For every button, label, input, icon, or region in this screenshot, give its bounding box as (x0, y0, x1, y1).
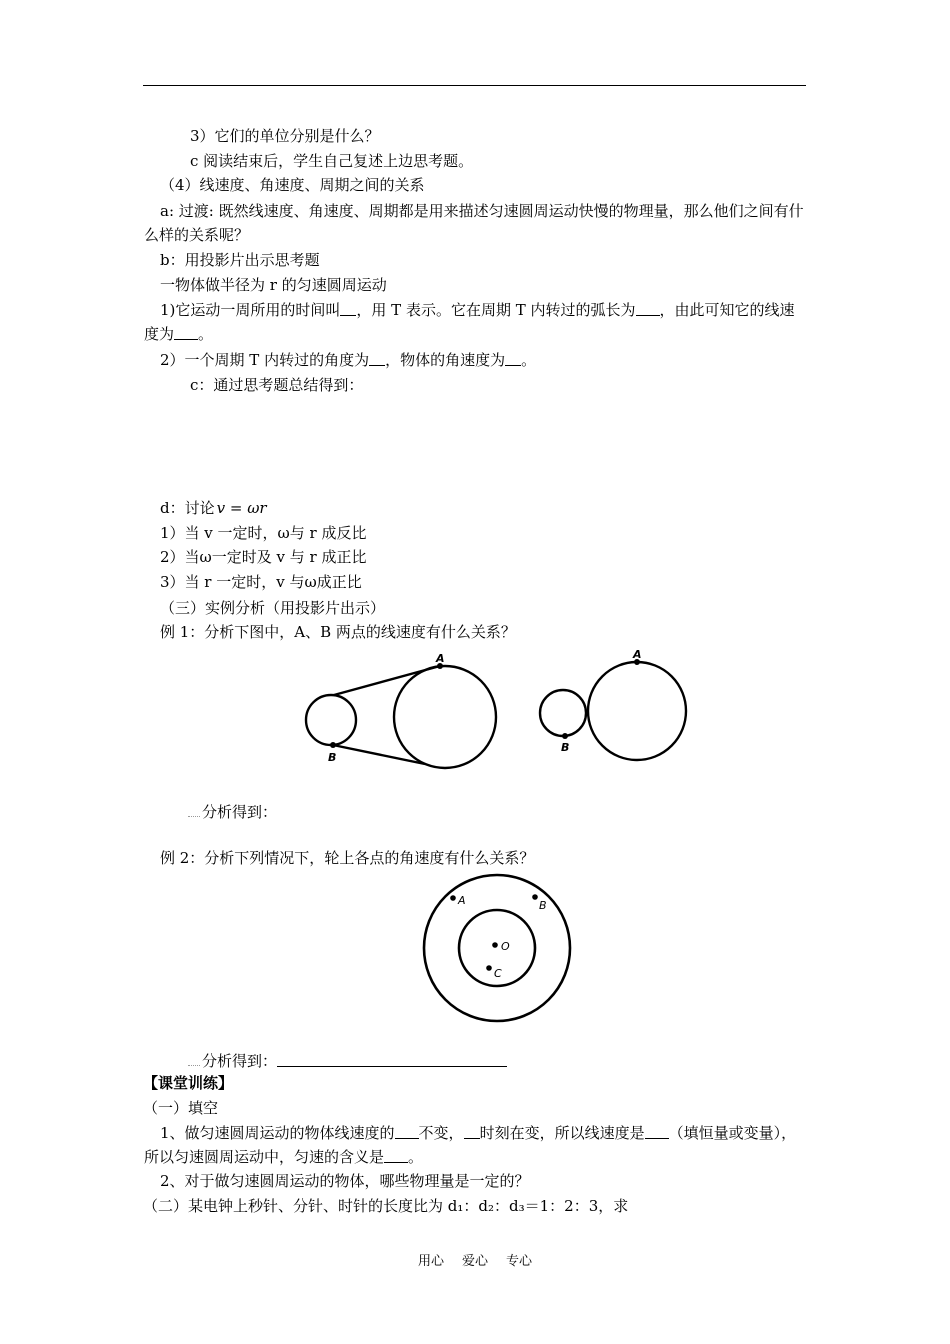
dash-mark (188, 806, 200, 817)
point-b-dot (330, 742, 336, 748)
text-seg: 。 (521, 351, 537, 369)
page-footer (0, 1250, 950, 1269)
label-a: A (633, 648, 642, 661)
paragraph: a: 过渡: 既然线速度、角速度、周期都是用来描述匀速圆周运动快慢的物理量，那么他们之间有什么样的关系呢？ (144, 202, 804, 244)
label-o: O (501, 940, 510, 953)
footer-item: 爱心 (461, 1254, 488, 1269)
label-b: B (561, 741, 570, 754)
training-question-2: 2、对于做匀速圆周运动的物体，哪些物理量是一定的？ (160, 1172, 530, 1190)
section-heading: （三）实例分析（用投影片出示） (160, 599, 386, 617)
text-seg: ，由此可知它的线速度为 (144, 301, 795, 343)
text-line: b：用投影片出示思考题 (160, 251, 320, 269)
text-seg: 2）一个周期 T 内转过的角度为 (160, 351, 370, 369)
header-rule (143, 85, 806, 86)
answer-blank (277, 1052, 507, 1067)
analysis-1 (188, 801, 277, 823)
training-question-3: （二）某电钟上秒针、分针、时针的长度比为 d₁：d₂：d₃＝1：2：3，求 (143, 1197, 629, 1215)
figure-belt-pulleys (302, 648, 692, 773)
text-seg: 不变， (418, 1124, 464, 1142)
text-seg: ，用 T 表示。它在周期 T 内转过的弧长为 (356, 301, 636, 319)
label-a: A (458, 894, 466, 907)
label-b: B (328, 751, 337, 764)
question-1 (144, 298, 806, 346)
blank (395, 1124, 419, 1139)
text-seg: 。 (408, 1148, 424, 1166)
text-seg: ，物体的角速度为 (385, 351, 506, 369)
footer-item: 用心 (417, 1254, 444, 1269)
text-seg: 1、做匀速圆周运动的物体线速度的 (160, 1124, 395, 1142)
blank (369, 351, 385, 366)
text-line: c 阅读结束后，学生自己复述上边思考题。 (190, 152, 474, 170)
text-seg: 分析得到： (202, 803, 278, 821)
blank (645, 1124, 669, 1139)
point-a-dot (450, 895, 456, 901)
example-2: 例 2：分析下列情况下，轮上各点的角速度有什么关系？ (160, 849, 535, 867)
figure-concentric-wheel (418, 872, 578, 1027)
analysis-2 (188, 1050, 507, 1072)
text-line: 一物体做半径为 r 的匀速圆周运动 (160, 276, 387, 294)
blank (384, 1148, 408, 1163)
text-seg: 时刻在变，所以线速度是 (479, 1124, 645, 1142)
text-line: c：通过思考题总结得到： (190, 376, 364, 394)
label-a: A (436, 652, 445, 665)
figure-bg (418, 872, 578, 1027)
text-line: 2）当ω一定时及 v 与 r 成正比 (160, 548, 367, 566)
example-1: 例 1：分析下图中，A、B 两点的线速度有什么关系？ (160, 623, 516, 641)
figure-bg (302, 648, 692, 773)
label-b: B (539, 899, 547, 912)
text-seg: d：讨论 (160, 499, 215, 517)
text-line: 3）当 r 一定时，v 与ω成正比 (160, 573, 362, 591)
text-line: 3）它们的单位分别是什么？ (190, 127, 380, 145)
point-b-dot (532, 894, 538, 900)
label-c: C (494, 967, 502, 980)
blank (464, 1124, 480, 1139)
blank (340, 301, 356, 316)
text-seg: 。 (198, 325, 214, 343)
point-b-dot (562, 733, 568, 739)
blank (174, 325, 198, 340)
footer-item: 专心 (506, 1254, 533, 1269)
text-line: 1）当 v 一定时，ω与 r 成反比 (160, 524, 367, 542)
question-2 (160, 349, 536, 371)
text-seg: 分析得到： (202, 1052, 278, 1070)
point-o-dot (492, 942, 498, 948)
point-c-dot (486, 965, 492, 971)
discussion-line (160, 497, 267, 519)
section-heading: （4）线速度、角速度、周期之间的关系 (160, 176, 425, 194)
training-question-1 (144, 1121, 806, 1169)
text-seg: 1)它运动一周所用的时间叫 (160, 301, 341, 319)
blank (505, 351, 521, 366)
dash-mark (188, 1055, 200, 1066)
text-seg: （填恒量或变量），所以匀速圆周运动中，匀速的含义是 (144, 1124, 797, 1166)
blank (636, 301, 660, 316)
section-heading-training: 【课堂训练】 (143, 1074, 234, 1092)
formula: v = ωr (216, 499, 267, 517)
section-heading: （一）填空 (143, 1099, 219, 1117)
